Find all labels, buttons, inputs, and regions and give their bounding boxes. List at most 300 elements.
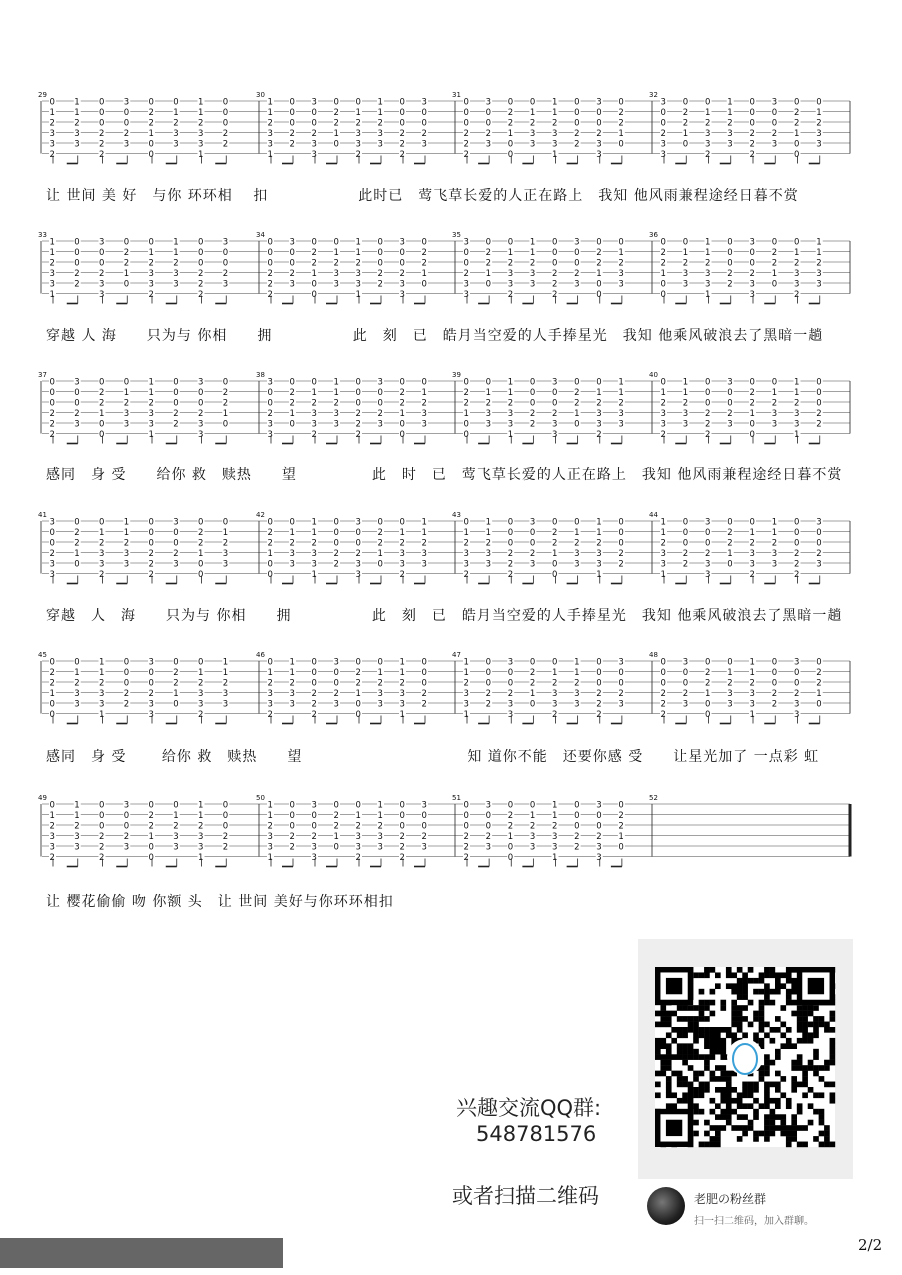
svg-text:2: 2 — [660, 248, 666, 258]
svg-text:0: 0 — [289, 377, 295, 388]
svg-text:2: 2 — [333, 821, 339, 832]
svg-text:3: 3 — [421, 139, 427, 150]
svg-text:1: 1 — [267, 150, 273, 160]
svg-text:2: 2 — [311, 699, 317, 710]
svg-text:3: 3 — [148, 657, 154, 668]
svg-text:2: 2 — [529, 118, 536, 129]
svg-text:2: 2 — [485, 398, 492, 409]
svg-text:0: 0 — [727, 657, 733, 668]
svg-text:2: 2 — [173, 821, 179, 832]
svg-text:1: 1 — [267, 108, 273, 118]
svg-text:2: 2 — [289, 678, 295, 689]
svg-text:0: 0 — [49, 800, 55, 811]
svg-text:3: 3 — [705, 570, 711, 580]
svg-text:0: 0 — [377, 559, 383, 570]
svg-text:3: 3 — [727, 129, 733, 139]
svg-text:3: 3 — [74, 419, 80, 430]
svg-text:3: 3 — [333, 269, 339, 279]
svg-text:0: 0 — [333, 139, 339, 150]
svg-text:0: 0 — [682, 538, 689, 549]
svg-text:2: 2 — [705, 549, 711, 559]
svg-text:0: 0 — [660, 118, 666, 129]
svg-text:1: 1 — [816, 237, 822, 248]
svg-text:0: 0 — [794, 237, 800, 248]
svg-text:2: 2 — [311, 248, 317, 258]
svg-text:2: 2 — [794, 118, 800, 129]
svg-text:3: 3 — [705, 139, 711, 150]
svg-text:2: 2 — [749, 269, 755, 279]
svg-text:2: 2 — [148, 570, 154, 580]
svg-text:2: 2 — [222, 842, 229, 853]
svg-text:3: 3 — [507, 710, 514, 720]
svg-text:3: 3 — [507, 699, 514, 710]
qq-group-label: 兴趣交流QQ群: — [456, 1096, 602, 1120]
svg-text:0: 0 — [377, 388, 383, 398]
svg-text:2: 2 — [485, 699, 492, 710]
svg-text:1: 1 — [49, 689, 55, 699]
svg-text:2: 2 — [816, 668, 822, 678]
svg-text:3: 3 — [49, 269, 55, 279]
svg-text:2: 2 — [816, 118, 822, 129]
svg-text:0: 0 — [727, 248, 733, 258]
svg-text:2: 2 — [74, 409, 80, 419]
svg-text:0: 0 — [421, 678, 427, 689]
svg-text:1: 1 — [74, 549, 80, 559]
svg-text:0: 0 — [267, 398, 273, 409]
svg-text:3: 3 — [198, 419, 204, 430]
svg-text:0: 0 — [148, 528, 154, 538]
svg-text:0: 0 — [49, 528, 55, 538]
svg-text:0: 0 — [705, 377, 711, 388]
svg-text:3: 3 — [727, 419, 733, 430]
svg-text:0: 0 — [399, 258, 405, 269]
svg-text:3: 3 — [289, 549, 295, 559]
svg-text:0: 0 — [771, 279, 778, 290]
svg-text:3: 3 — [311, 150, 317, 160]
svg-text:0: 0 — [682, 678, 689, 689]
svg-text:2: 2 — [148, 398, 154, 409]
svg-text:2: 2 — [333, 258, 339, 269]
svg-text:2: 2 — [574, 388, 580, 398]
svg-text:1: 1 — [377, 668, 383, 678]
svg-text:3: 3 — [173, 129, 179, 139]
svg-text:0: 0 — [816, 398, 822, 409]
svg-text:0: 0 — [311, 678, 317, 689]
svg-text:3: 3 — [49, 279, 55, 290]
svg-text:3: 3 — [529, 517, 536, 528]
svg-text:1: 1 — [507, 388, 514, 398]
svg-text:2: 2 — [355, 668, 361, 678]
svg-text:2: 2 — [682, 108, 689, 118]
svg-text:0: 0 — [507, 668, 514, 678]
svg-text:0: 0 — [816, 377, 822, 388]
svg-text:3: 3 — [618, 419, 624, 430]
tab-row-2 — [38, 231, 850, 300]
svg-text:1: 1 — [574, 528, 580, 538]
svg-text:2: 2 — [222, 538, 229, 549]
svg-text:0: 0 — [289, 258, 295, 269]
svg-text:0: 0 — [289, 248, 295, 258]
measure-number: 41 — [38, 511, 47, 519]
svg-text:1: 1 — [421, 269, 427, 279]
svg-text:0: 0 — [529, 377, 536, 388]
svg-text:2: 2 — [463, 832, 469, 842]
svg-text:2: 2 — [99, 678, 105, 689]
svg-text:3: 3 — [74, 842, 80, 853]
svg-text:3: 3 — [682, 657, 689, 668]
svg-text:2: 2 — [552, 821, 558, 832]
svg-text:3: 3 — [74, 832, 80, 842]
svg-text:3: 3 — [99, 290, 105, 300]
svg-text:3: 3 — [421, 419, 427, 430]
svg-text:3: 3 — [355, 139, 361, 150]
measure-number: 46 — [256, 651, 265, 659]
svg-text:0: 0 — [198, 657, 204, 668]
measure-number: 45 — [38, 651, 47, 659]
svg-text:1: 1 — [173, 248, 179, 258]
svg-text:1: 1 — [749, 668, 755, 678]
svg-text:2: 2 — [574, 678, 580, 689]
svg-text:2: 2 — [552, 710, 558, 720]
svg-text:2: 2 — [222, 139, 229, 150]
svg-text:3: 3 — [198, 699, 204, 710]
svg-text:2: 2 — [355, 409, 361, 419]
svg-text:2: 2 — [660, 430, 666, 440]
svg-text:2: 2 — [727, 528, 733, 538]
svg-text:3: 3 — [485, 559, 492, 570]
svg-text:3: 3 — [99, 689, 105, 699]
svg-text:0: 0 — [552, 398, 558, 409]
svg-text:1: 1 — [123, 528, 130, 538]
svg-text:2: 2 — [618, 811, 624, 821]
svg-text:2: 2 — [148, 559, 154, 570]
tab-row-3 — [38, 371, 850, 440]
svg-text:3: 3 — [596, 800, 602, 811]
svg-text:0: 0 — [198, 237, 204, 248]
svg-text:1: 1 — [574, 409, 580, 419]
svg-text:2: 2 — [123, 398, 130, 409]
svg-text:3: 3 — [355, 269, 361, 279]
svg-text:0: 0 — [222, 821, 229, 832]
svg-text:3: 3 — [485, 549, 492, 559]
svg-text:2: 2 — [148, 290, 154, 300]
svg-text:3: 3 — [749, 689, 755, 699]
svg-text:2: 2 — [399, 678, 405, 689]
svg-text:1: 1 — [289, 668, 295, 678]
svg-text:1: 1 — [355, 689, 361, 699]
svg-text:0: 0 — [148, 97, 154, 108]
svg-text:1: 1 — [267, 97, 273, 108]
svg-text:1: 1 — [173, 811, 179, 821]
svg-text:0: 0 — [705, 97, 711, 108]
measure-number: 47 — [452, 651, 461, 659]
svg-text:3: 3 — [596, 853, 602, 863]
svg-text:1: 1 — [198, 97, 204, 108]
svg-text:2: 2 — [529, 549, 536, 559]
svg-text:0: 0 — [267, 517, 273, 528]
svg-text:2: 2 — [333, 118, 339, 129]
svg-text:2: 2 — [377, 528, 383, 538]
avatar — [647, 1187, 685, 1225]
svg-text:1: 1 — [355, 811, 361, 821]
svg-text:2: 2 — [771, 538, 778, 549]
measure-number: 35 — [452, 231, 461, 239]
svg-text:0: 0 — [123, 377, 130, 388]
svg-text:0: 0 — [421, 821, 427, 832]
svg-text:0: 0 — [816, 528, 822, 538]
svg-text:1: 1 — [705, 108, 711, 118]
svg-text:2: 2 — [311, 538, 317, 549]
svg-text:2: 2 — [596, 248, 602, 258]
svg-text:2: 2 — [123, 258, 130, 269]
svg-text:1: 1 — [771, 528, 778, 538]
svg-text:0: 0 — [289, 811, 295, 821]
svg-text:2: 2 — [596, 832, 602, 842]
svg-text:1: 1 — [49, 108, 55, 118]
svg-text:2: 2 — [529, 419, 536, 430]
svg-text:2: 2 — [529, 678, 536, 689]
svg-text:0: 0 — [727, 388, 733, 398]
svg-text:1: 1 — [99, 668, 105, 678]
svg-text:2: 2 — [660, 689, 666, 699]
svg-text:0: 0 — [727, 559, 733, 570]
svg-text:1: 1 — [267, 549, 273, 559]
svg-text:3: 3 — [99, 237, 105, 248]
svg-text:0: 0 — [596, 668, 602, 678]
svg-text:3: 3 — [485, 419, 492, 430]
svg-text:2: 2 — [574, 832, 580, 842]
svg-text:0: 0 — [618, 237, 624, 248]
svg-text:2: 2 — [333, 559, 339, 570]
tab-staff-5 — [38, 651, 850, 720]
svg-text:2: 2 — [289, 139, 295, 150]
svg-text:0: 0 — [222, 248, 229, 258]
tab-staff-2 — [38, 231, 850, 300]
svg-text:0: 0 — [377, 248, 383, 258]
svg-text:3: 3 — [355, 517, 361, 528]
svg-text:3: 3 — [682, 419, 689, 430]
svg-text:0: 0 — [311, 108, 317, 118]
svg-text:0: 0 — [529, 528, 536, 538]
svg-text:2: 2 — [222, 269, 229, 279]
svg-text:3: 3 — [660, 409, 666, 419]
svg-text:1: 1 — [749, 409, 755, 419]
svg-text:0: 0 — [123, 118, 130, 129]
svg-text:0: 0 — [574, 97, 580, 108]
svg-text:0: 0 — [749, 108, 755, 118]
svg-text:2: 2 — [749, 538, 755, 549]
svg-text:0: 0 — [574, 248, 580, 258]
svg-text:0: 0 — [377, 237, 383, 248]
svg-text:0: 0 — [463, 97, 469, 108]
svg-text:1: 1 — [618, 377, 624, 388]
svg-text:3: 3 — [198, 832, 204, 842]
svg-text:2: 2 — [99, 538, 105, 549]
svg-text:2: 2 — [289, 129, 295, 139]
svg-text:0: 0 — [49, 388, 55, 398]
svg-text:0: 0 — [267, 570, 273, 580]
svg-text:3: 3 — [399, 689, 405, 699]
svg-text:0: 0 — [485, 118, 492, 129]
svg-text:1: 1 — [816, 108, 822, 118]
svg-text:3: 3 — [123, 842, 130, 853]
svg-text:2: 2 — [399, 139, 405, 150]
svg-text:1: 1 — [377, 549, 383, 559]
svg-text:3: 3 — [596, 549, 602, 559]
svg-text:0: 0 — [660, 108, 666, 118]
svg-text:2: 2 — [311, 832, 317, 842]
svg-text:0: 0 — [355, 699, 361, 710]
svg-text:0: 0 — [198, 517, 204, 528]
svg-text:0: 0 — [311, 657, 317, 668]
svg-text:1: 1 — [222, 657, 229, 668]
svg-text:2: 2 — [485, 248, 492, 258]
svg-text:0: 0 — [552, 657, 558, 668]
tab-staff-6 — [38, 794, 850, 863]
svg-text:2: 2 — [618, 689, 624, 699]
svg-text:2: 2 — [198, 269, 204, 279]
tab-staff-4 — [38, 511, 850, 580]
svg-text:0: 0 — [618, 517, 624, 528]
svg-text:2: 2 — [267, 279, 273, 290]
svg-text:0: 0 — [311, 279, 317, 290]
svg-text:1: 1 — [529, 811, 536, 821]
svg-text:3: 3 — [749, 290, 755, 300]
svg-text:0: 0 — [333, 538, 339, 549]
svg-text:2: 2 — [705, 430, 711, 440]
svg-text:3: 3 — [705, 559, 711, 570]
svg-text:0: 0 — [507, 237, 514, 248]
svg-text:2: 2 — [507, 811, 514, 821]
svg-text:0: 0 — [421, 237, 427, 248]
svg-text:2: 2 — [49, 821, 55, 832]
svg-text:3: 3 — [618, 699, 624, 710]
svg-text:2: 2 — [660, 710, 666, 720]
svg-text:2: 2 — [660, 699, 666, 710]
svg-text:1: 1 — [399, 668, 405, 678]
svg-text:2: 2 — [355, 419, 361, 430]
svg-text:1: 1 — [355, 108, 361, 118]
svg-text:0: 0 — [507, 538, 514, 549]
svg-text:3: 3 — [289, 237, 295, 248]
svg-text:2: 2 — [463, 538, 469, 549]
svg-text:0: 0 — [99, 419, 105, 430]
svg-text:2: 2 — [399, 129, 405, 139]
svg-text:3: 3 — [49, 559, 55, 570]
svg-text:3: 3 — [355, 842, 361, 853]
svg-text:0: 0 — [99, 118, 105, 129]
svg-text:3: 3 — [816, 279, 822, 290]
svg-text:2: 2 — [682, 689, 689, 699]
svg-text:0: 0 — [222, 97, 229, 108]
svg-text:2: 2 — [99, 139, 105, 150]
svg-text:0: 0 — [463, 419, 469, 430]
svg-text:0: 0 — [123, 678, 130, 689]
svg-text:3: 3 — [333, 279, 339, 290]
svg-text:2: 2 — [222, 388, 229, 398]
svg-text:3: 3 — [463, 237, 469, 248]
svg-text:2: 2 — [49, 150, 55, 160]
svg-text:2: 2 — [618, 398, 624, 409]
svg-text:0: 0 — [148, 668, 154, 678]
svg-text:3: 3 — [682, 279, 689, 290]
lyrics-line-1: 让 世间 美 好 与你 环环相 扣 此时已 莺飞草长爱的人正在路上 我知 他风雨兼程途经日暮不赏 — [46, 188, 799, 204]
svg-text:0: 0 — [123, 237, 130, 248]
svg-text:3: 3 — [574, 279, 580, 290]
svg-text:3: 3 — [74, 689, 80, 699]
svg-text:0: 0 — [333, 678, 339, 689]
svg-text:3: 3 — [771, 97, 778, 108]
svg-text:2: 2 — [507, 570, 514, 580]
svg-text:3: 3 — [794, 657, 800, 668]
svg-text:2: 2 — [74, 528, 80, 538]
svg-text:3: 3 — [705, 129, 711, 139]
svg-text:2: 2 — [660, 538, 666, 549]
svg-text:0: 0 — [485, 657, 492, 668]
svg-text:2: 2 — [552, 290, 558, 300]
svg-text:0: 0 — [727, 258, 733, 269]
svg-text:0: 0 — [333, 517, 339, 528]
svg-text:2: 2 — [682, 398, 689, 409]
svg-text:1: 1 — [705, 237, 711, 248]
svg-text:0: 0 — [682, 97, 689, 108]
svg-text:3: 3 — [660, 419, 666, 430]
svg-text:0: 0 — [289, 108, 295, 118]
svg-text:0: 0 — [399, 97, 405, 108]
svg-text:0: 0 — [816, 699, 822, 710]
svg-text:2: 2 — [173, 258, 179, 269]
svg-text:2: 2 — [267, 290, 273, 300]
svg-text:1: 1 — [816, 689, 822, 699]
svg-text:0: 0 — [267, 559, 273, 570]
svg-text:0: 0 — [463, 821, 469, 832]
svg-text:0: 0 — [49, 398, 55, 409]
svg-text:1: 1 — [660, 517, 666, 528]
svg-text:0: 0 — [289, 97, 295, 108]
svg-text:0: 0 — [552, 237, 558, 248]
svg-text:3: 3 — [311, 800, 317, 811]
svg-text:2: 2 — [123, 248, 130, 258]
svg-text:1: 1 — [552, 811, 558, 821]
svg-text:1: 1 — [705, 290, 711, 300]
svg-text:2: 2 — [421, 538, 427, 549]
svg-text:0: 0 — [749, 258, 755, 269]
svg-text:3: 3 — [399, 549, 405, 559]
svg-text:3: 3 — [198, 377, 204, 388]
svg-text:0: 0 — [377, 258, 383, 269]
svg-text:3: 3 — [596, 419, 602, 430]
svg-text:0: 0 — [311, 811, 317, 821]
svg-text:2: 2 — [99, 832, 105, 842]
svg-text:2: 2 — [421, 129, 427, 139]
svg-text:2: 2 — [123, 832, 130, 842]
svg-text:3: 3 — [485, 800, 492, 811]
svg-text:0: 0 — [333, 528, 339, 538]
svg-text:0: 0 — [49, 699, 55, 710]
tab-staff-3 — [38, 371, 850, 440]
svg-text:0: 0 — [705, 657, 711, 668]
svg-text:2: 2 — [507, 258, 514, 269]
svg-text:2: 2 — [618, 118, 624, 129]
svg-text:3: 3 — [749, 279, 755, 290]
svg-text:0: 0 — [552, 258, 558, 269]
svg-text:2: 2 — [289, 388, 295, 398]
svg-text:0: 0 — [727, 517, 733, 528]
svg-text:3: 3 — [49, 570, 55, 580]
svg-text:2: 2 — [74, 118, 80, 129]
svg-text:3: 3 — [596, 139, 602, 150]
svg-text:1: 1 — [794, 430, 800, 440]
